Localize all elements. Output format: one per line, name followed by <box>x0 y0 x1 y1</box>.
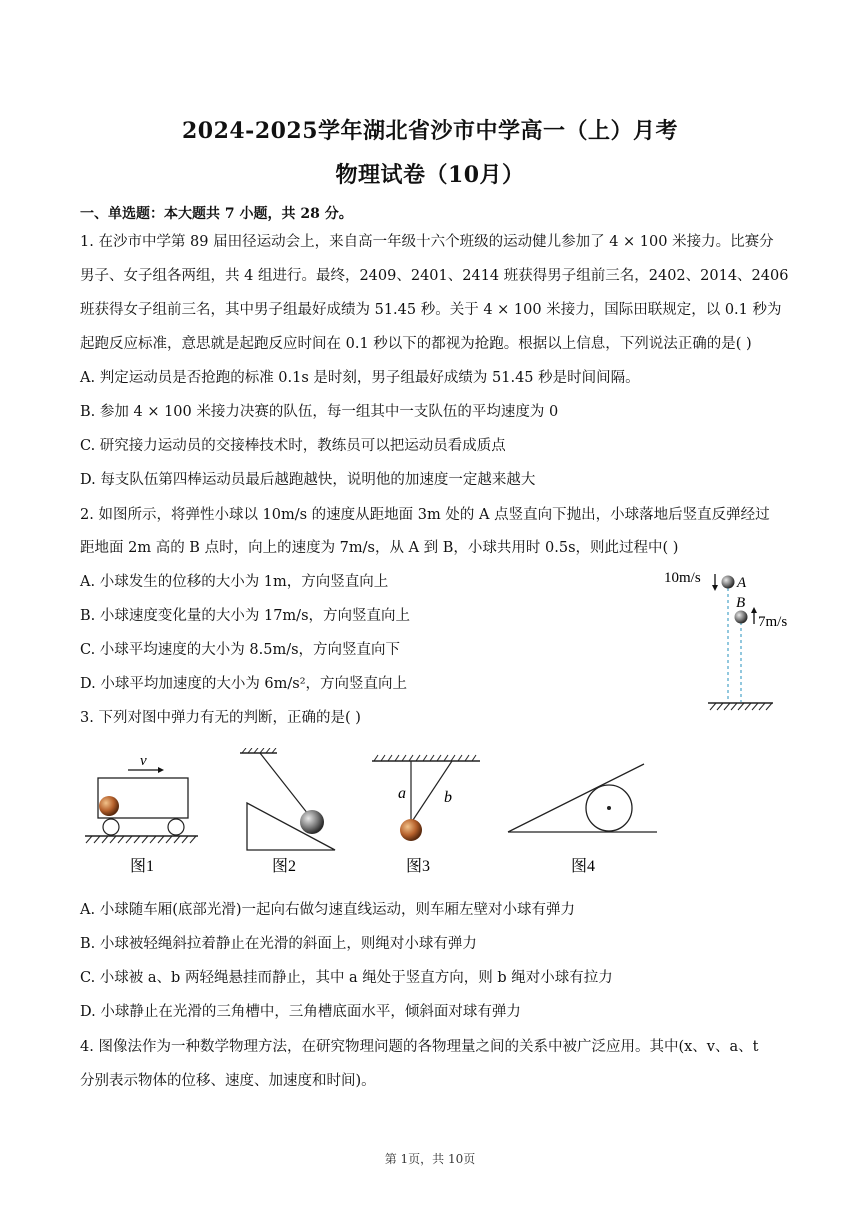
q4-stem-line: 4. 图像法作为一种数学物理方法，在研究物理问题的各物理量之间的关系中被广泛应用。其中(x、v、a、t <box>80 1039 759 1055</box>
q1-stem-line: 班获得女子组前三名，其中男子组最好成绩为 51.45 秒。关于 4 × 100 米接力，国际田联规定，以 0.1 秒为 <box>80 302 782 318</box>
q2-option-b: B. 小球速度变化量的大小为 17m/s，方向竖直向上 <box>80 608 411 624</box>
q3-option-d: D. 小球静止在光滑的三角槽中，三角槽底面水平，倾斜面对球有弹力 <box>80 1004 521 1020</box>
fig3-ropes <box>372 755 480 875</box>
page-footer: 第 1页，共 10页 <box>384 1152 476 1166</box>
fig4-label: 图4 <box>571 858 596 875</box>
fig2-label: 图2 <box>272 858 297 875</box>
label-7ms: 7m/s <box>758 614 788 630</box>
label-rope-a: a <box>398 785 406 802</box>
q1-option-c: C. 研究接力运动员的交接棒技术时，教练员可以把运动员看成质点 <box>80 438 506 454</box>
q4-stem-line: 分别表示物体的位移、速度、加速度和时间)。 <box>80 1073 376 1089</box>
ball-b <box>735 611 748 624</box>
q3-stem: 3. 下列对图中弹力有无的判断，正确的是( ) <box>80 710 361 726</box>
q2-stem-line: 距地面 2m 高的 B 点时，向上的速度为 7m/s，从 A 到 B，小球共用时 0.5s，则此过程中( ) <box>80 540 679 556</box>
q3-option-a: A. 小球随车厢(底部光滑)一起向右做匀速直线运动，则车厢左壁对小球有弹力 <box>80 902 576 918</box>
ball-a <box>722 576 735 589</box>
q2-option-a: A. 小球发生的位移的大小为 1m，方向竖直向上 <box>80 574 389 590</box>
q2-option-c: C. 小球平均速度的大小为 8.5m/s，方向竖直向下 <box>80 642 401 658</box>
q3-figures <box>80 748 680 878</box>
q1-option-d: D. 每支队伍第四棒运动员最后越跑越快，说明他的加速度一定越来越大 <box>80 472 536 488</box>
q3-option-c: C. 小球被 a、b 两轻绳悬挂而静止，其中 a 绳处于竖直方向，则 b 绳对小球有拉力 <box>80 970 613 986</box>
q2-ball-figure <box>660 560 800 720</box>
q1-stem-line: 起跑反应标准，意思就是起跑反应时间在 0.1 秒以下的都视为抢跑。根据以上信息，下列说法正确的是( ) <box>80 336 752 352</box>
fig1-cart <box>85 753 198 875</box>
fig4-groove <box>508 764 657 875</box>
q1-stem-line: 1. 在沙市中学第 89 届田径运动会上，来自高一年级十六个班级的运动健儿参加了 4 × 100 米接力。比赛分 <box>80 234 774 250</box>
q2-stem-line: 2. 如图所示，将弹性小球以 10m/s 的速度从距地面 3m 处的 A 点竖直向下抛出，小球落地后竖直反弹经过 <box>80 507 770 523</box>
label-10ms: 10m/s <box>664 570 701 586</box>
fig2-incline <box>240 748 335 875</box>
page-title: 2024-2025学年湖北省沙市中学高一（上）月考 <box>181 118 679 144</box>
label-v: v <box>140 753 147 769</box>
fig3-label: 图3 <box>406 858 431 875</box>
section-heading: 一、单选题：本大题共 7 小题，共 28 分。 <box>80 206 353 222</box>
q1-stem-line: 男子、女子组各两组，共 4 组进行。最终，2409、2401、2414 班获得男子组前三名，2402、2014、2406 <box>80 268 789 284</box>
label-rope-b: b <box>444 789 452 806</box>
q1-option-a: A. 判定运动员是否抢跑的标准 0.1s 是时刻，男子组最好成绩为 51.45 秒是时间间隔。 <box>80 370 640 386</box>
page-subtitle: 物理试卷（10月） <box>335 162 525 188</box>
label-a: A <box>737 575 747 591</box>
fig1-label: 图1 <box>130 858 155 875</box>
q1-option-b: B. 参加 4 × 100 米接力决赛的队伍，每一组其中一支队伍的平均速度为 0 <box>80 404 559 420</box>
q2-option-d: D. 小球平均加速度的大小为 6m/s²，方向竖直向上 <box>80 676 408 692</box>
q3-option-b: B. 小球被轻绳斜拉着静止在光滑的斜面上，则绳对小球有弹力 <box>80 936 477 952</box>
label-b: B <box>736 595 746 611</box>
